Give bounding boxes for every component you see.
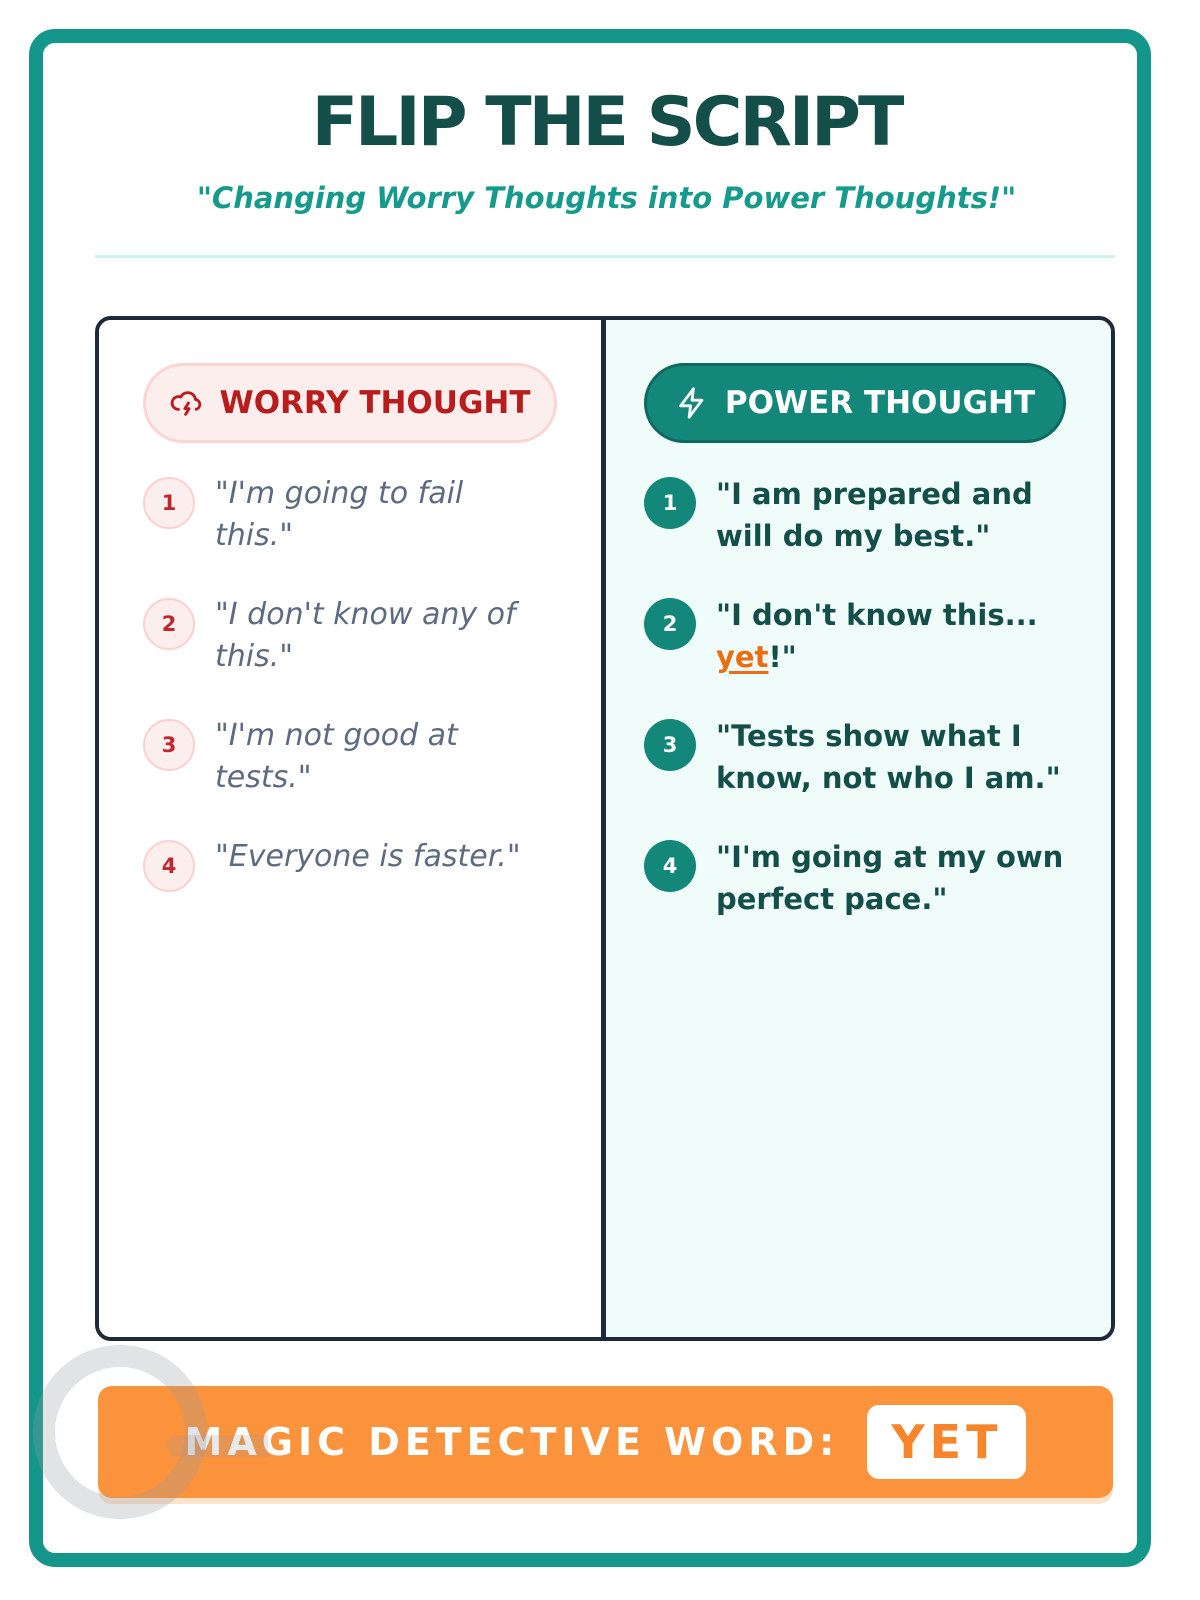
power-item-text: "I am prepared and will do my best." [716,477,1033,553]
power-item [644,594,1066,678]
power-item-text [716,594,1066,678]
power-thought-label: POWER THOUGHT [724,385,1036,421]
worry-item-text: "Everyone is faster." [215,839,521,874]
worry-item-number: 3 [143,719,195,771]
storm-cloud-icon [170,386,204,420]
power-item-text-start: "I don't know this... [716,598,1038,632]
lightning-bolt-icon [675,386,709,420]
worry-item [143,715,545,799]
page-title: FLIP THE SCRIPT [311,83,902,162]
worry-item-number: 4 [143,840,195,892]
worry-thought-label: WORRY THOUGHT [219,385,531,421]
power-item-number: 3 [644,719,696,771]
worry-item-text: "I'm going to fail this." [215,476,464,553]
worry-item-text: "I don't know any of this." [215,597,516,674]
worry-item-number: 2 [143,598,195,650]
power-item-number: 2 [644,598,696,650]
worry-item [143,594,545,678]
worry-item-text: "I'm not good at tests." [215,718,458,795]
header-divider [95,255,1115,258]
page-subtitle: "Changing Worry Thoughts into Power Thoughts!" [196,181,1017,215]
worry-item [143,473,545,557]
power-item-text: "Tests show what I know, not who I am." [716,719,1061,795]
power-thought-header [644,363,1066,443]
magic-word-badge: YET [867,1405,1026,1479]
power-item-text-end: !" [768,640,797,674]
power-item-number: 4 [644,840,696,892]
thought-board [95,316,1115,1341]
magic-word-banner [98,1386,1113,1498]
power-column [606,320,1111,1337]
power-item [644,473,1066,557]
worry-item [143,836,545,892]
worry-column [99,320,601,1337]
power-item [644,715,1066,799]
worry-thought-header [143,363,557,443]
power-item-number: 1 [644,477,696,529]
magic-word-label: MAGIC DETECTIVE WORD: [184,1420,840,1464]
power-item [644,836,1066,920]
power-item-text: "I'm going at my own perfect pace." [716,840,1064,916]
worry-item-number: 1 [143,477,195,529]
yet-highlight: yet [716,640,769,674]
